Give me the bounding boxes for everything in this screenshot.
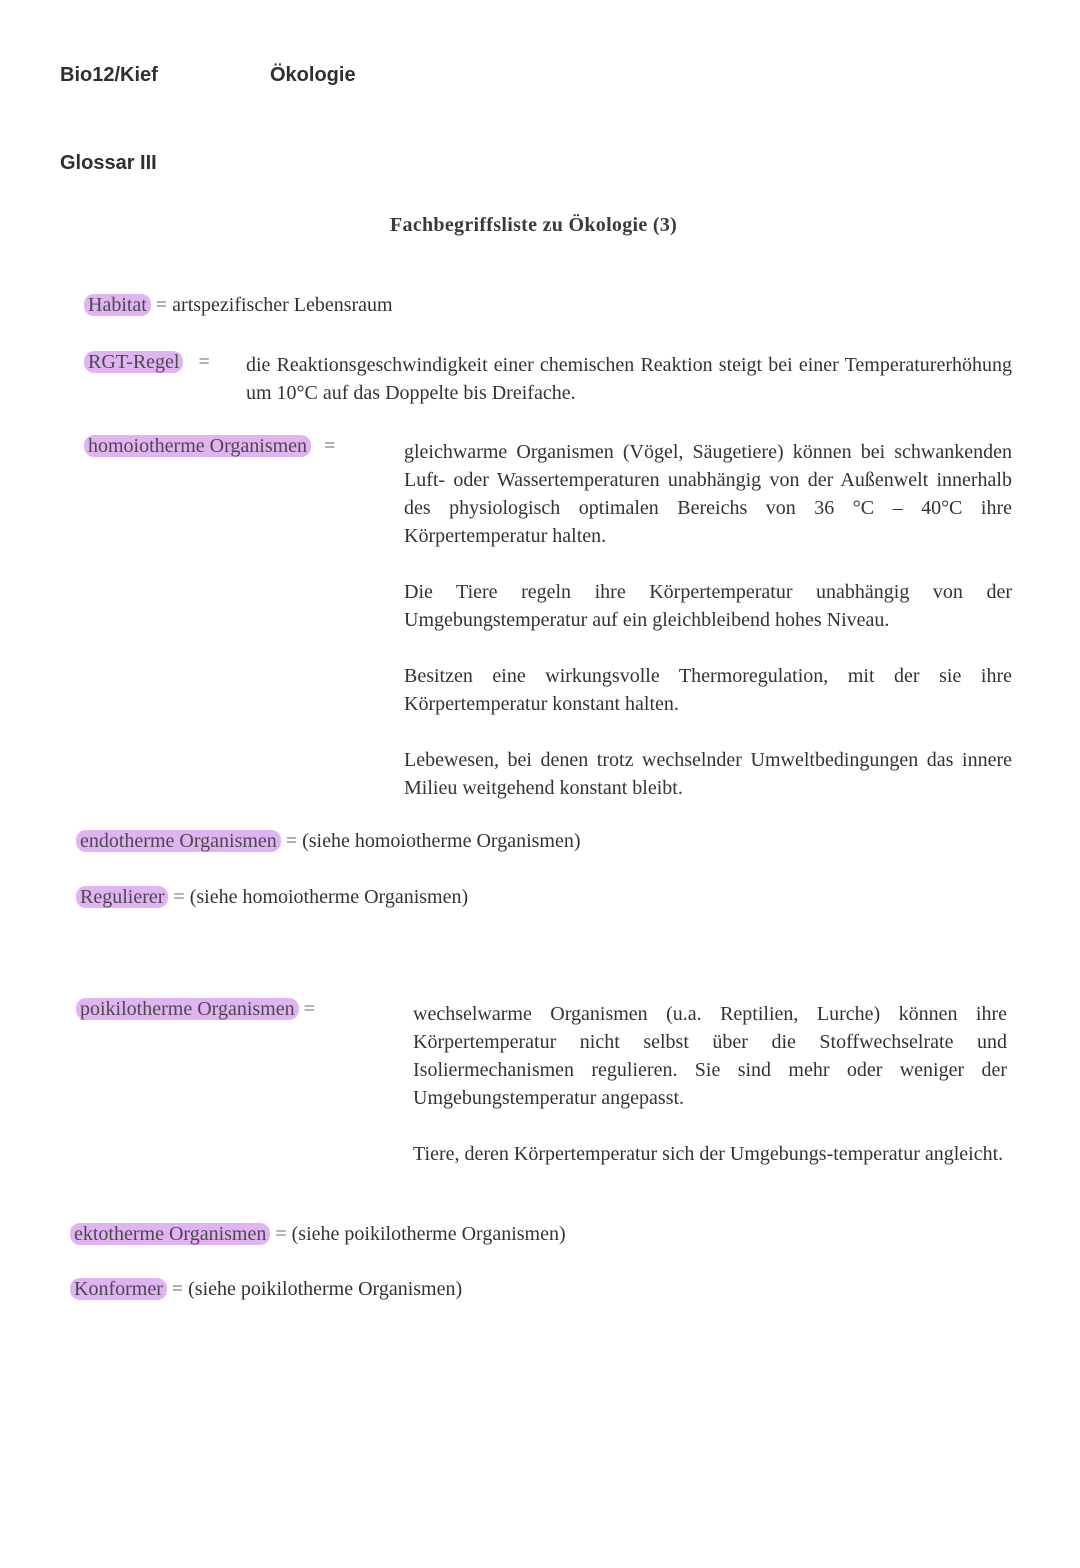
definition-endotherm: (siehe homoiotherme Organismen) xyxy=(302,830,581,852)
entry-poikilo-term xyxy=(76,998,315,1021)
subject-label: Ökologie xyxy=(270,64,356,86)
term-konformer: Konformer xyxy=(70,1278,167,1300)
entry-homoio-term xyxy=(84,435,335,458)
equals-sign: = xyxy=(173,886,185,908)
homoio-paragraph-1: gleichwarme Organismen (Vögel, Säugetiere) können bei schwankenden Luft- oder Wassertemperaturen unabhängig von der Außenwelt innerhalb des physiologisch optimalen Bereichs von 36 °C – 40°C ihre Körpertemperatur halten. xyxy=(404,441,1012,547)
homoio-paragraph-2: Die Tiere regeln ihre Körpertemperatur unabhängig von der Umgebungstemperatur auf ein gleichbleibend hohes Niveau. xyxy=(404,581,1012,631)
entry-rgt-term xyxy=(84,351,210,374)
equals-sign: = xyxy=(155,294,168,316)
definition-homoiotherm xyxy=(404,438,1012,802)
document-title: Fachbegriffsliste zu Ökologie (3) xyxy=(390,214,678,236)
definition-ektotherm: (siehe poikilotherme Organismen) xyxy=(291,1223,566,1245)
term-regulierer: Regulierer xyxy=(76,886,168,908)
equals-sign: = xyxy=(275,1223,287,1245)
term-rgt: RGT-Regel xyxy=(84,351,183,373)
definition-regulierer: (siehe homoiotherme Organismen) xyxy=(189,886,469,908)
homoio-paragraph-4: Lebewesen, bei denen trotz wechselnder Umweltbedingungen das innere Milieu weitgehend konstant bleibt. xyxy=(404,749,1012,799)
definition-habitat: artspezifischer Lebensraum xyxy=(172,294,393,316)
section-label: Glossar III xyxy=(60,152,157,174)
equals-sign: = xyxy=(303,998,315,1020)
definition-rgt xyxy=(246,351,1012,407)
entry-ektotherm xyxy=(70,1223,566,1246)
term-endotherm: endotherme Organismen xyxy=(76,830,281,852)
poikilo-paragraph-1: wechselwarme Organismen (u.a. Reptilien, Lurche) können ihre Körpertemperatur nicht selbst über die Stoffwechselrate und Isoliermechanismen regulieren. Sie sind mehr oder weniger der Umgebungstemperatur angepasst. xyxy=(413,1003,1007,1109)
definition-poikilotherm xyxy=(413,1000,1007,1168)
entry-regulierer xyxy=(76,886,468,909)
course-label: Bio12/Kief xyxy=(60,64,158,86)
entry-habitat xyxy=(84,294,393,317)
homoio-paragraph-3: Besitzen eine wirkungsvolle Thermoregulation, mit der sie ihre Körpertemperatur konstant halten. xyxy=(404,665,1012,715)
definition-rgt-text: die Reaktionsgeschwindigkeit einer chemischen Reaktion steigt bei einer Temperaturerhöhung um 10°C auf das Doppelte bis Dreifache. xyxy=(246,354,1012,404)
poikilo-paragraph-2: Tiere, deren Körpertemperatur sich der Umgebungs-temperatur angleicht. xyxy=(413,1143,1004,1165)
term-homoiotherm: homoiotherme Organismen xyxy=(84,435,311,457)
term-habitat: Habitat xyxy=(84,294,151,316)
term-ektotherm: ektotherme Organismen xyxy=(70,1223,270,1245)
equals-sign: = xyxy=(171,1278,184,1300)
equals-sign: = xyxy=(285,830,298,852)
definition-konformer: (siehe poikilotherme Organismen) xyxy=(188,1278,463,1300)
term-poikilotherm: poikilotherme Organismen xyxy=(76,998,299,1020)
equals-sign: = xyxy=(198,351,210,373)
entry-konformer xyxy=(70,1278,462,1301)
entry-endotherm xyxy=(76,830,581,853)
equals-sign: = xyxy=(324,435,336,457)
